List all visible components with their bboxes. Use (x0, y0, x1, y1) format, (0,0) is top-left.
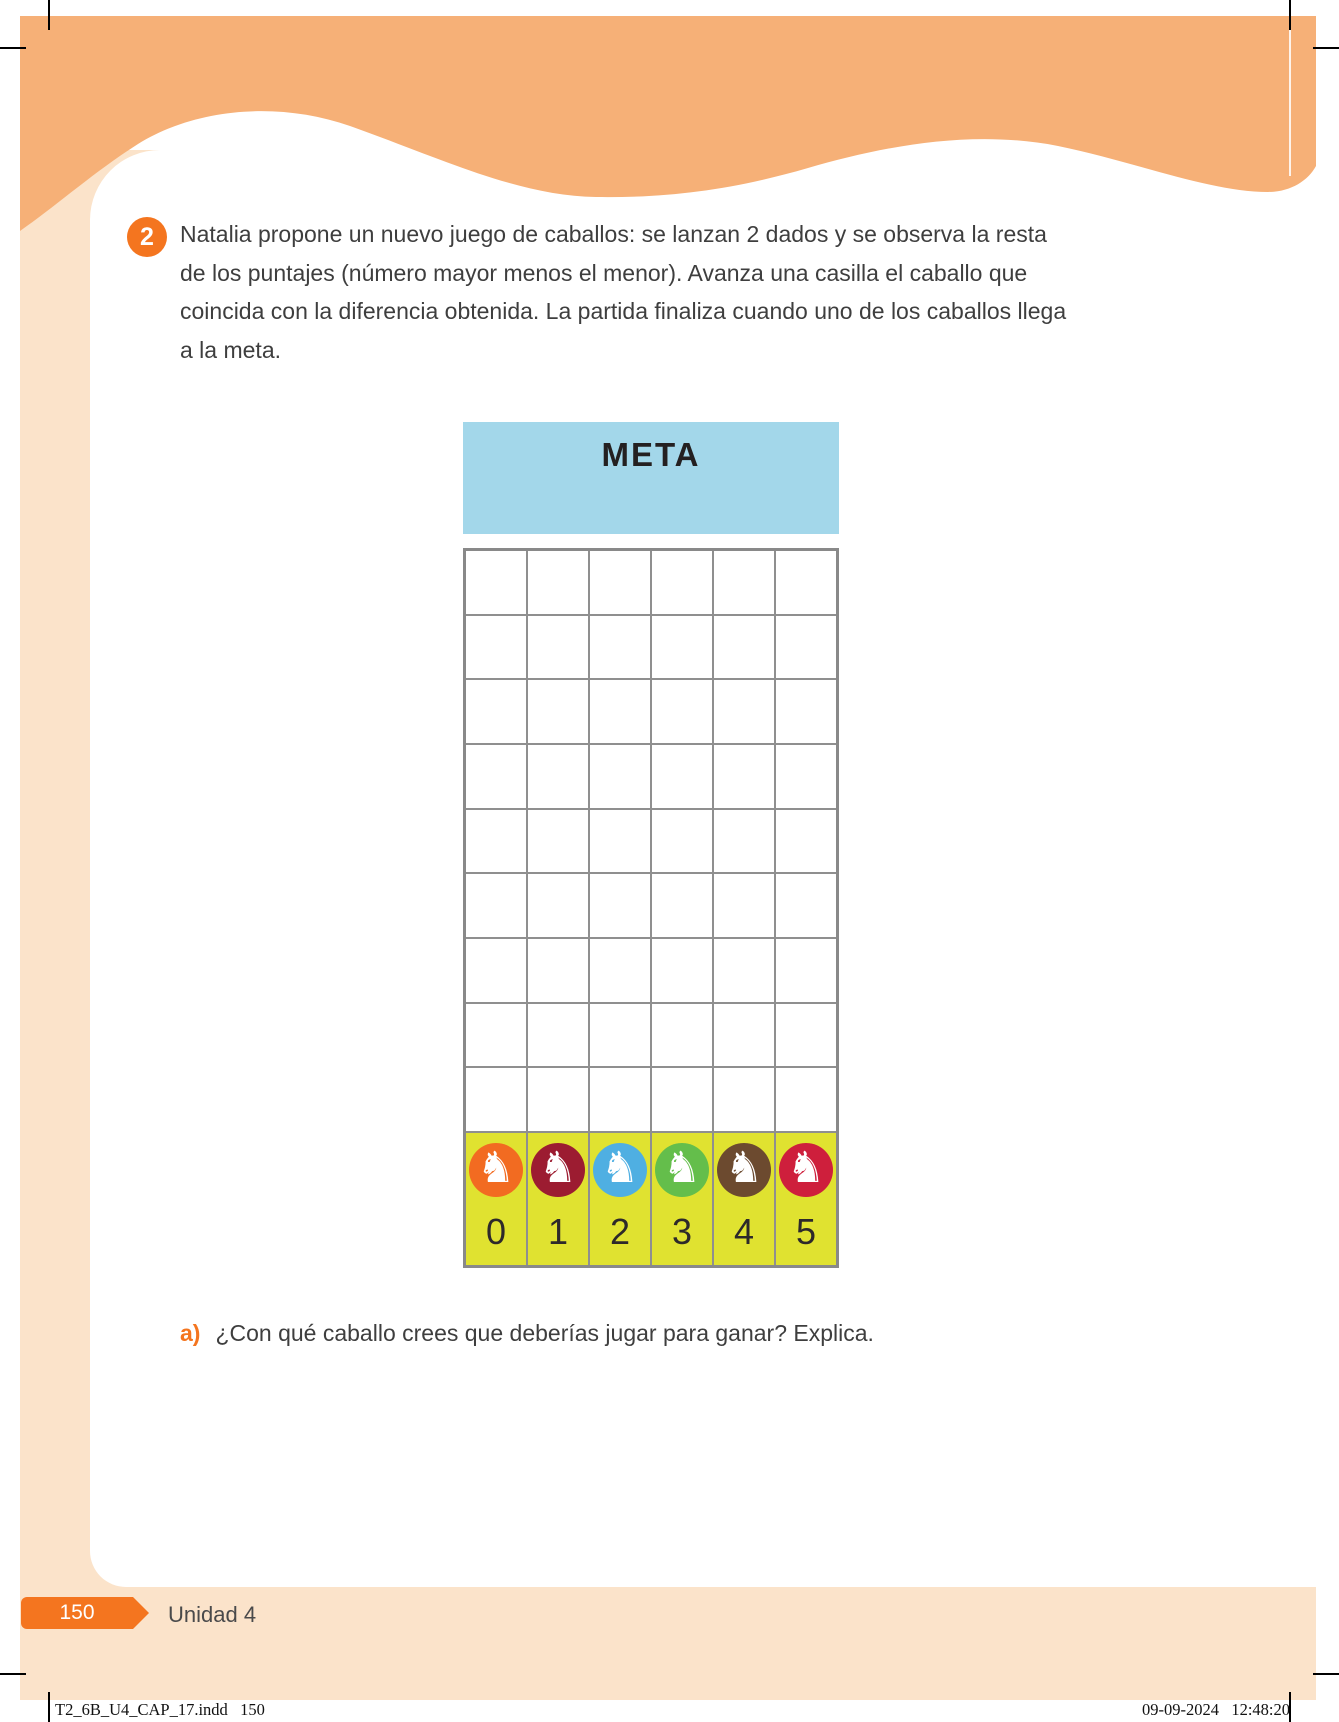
board-cell (714, 810, 774, 873)
board-cell (776, 874, 836, 937)
horse-token (717, 1143, 771, 1197)
board-cell (528, 810, 588, 873)
crop-mark (1289, 0, 1291, 30)
board-cell (714, 680, 774, 743)
statement-line: coincida con la diferencia obtenida. La partida finaliza cuando uno de los caballos llega (180, 298, 1067, 324)
crop-mark (0, 1673, 26, 1675)
board-cell (776, 1068, 836, 1131)
unit-label: Unidad 4 (168, 1602, 257, 1627)
lane-start-cell (652, 1133, 712, 1265)
page-fold-line (1289, 16, 1291, 176)
statement-line: de los puntajes (número mayor menos el menor). Avanza una casilla el caballo que (180, 259, 1028, 286)
board-cell (652, 1068, 712, 1131)
lane-start-cell (714, 1133, 774, 1265)
horse-token (779, 1143, 833, 1197)
board-cell (528, 1068, 588, 1131)
board-cell (466, 1068, 526, 1131)
board-cell (528, 1004, 588, 1067)
board-cell (652, 874, 712, 937)
question-a (180, 1320, 874, 1347)
print-timestamp: 09-09-2024 12:48:20 (1141, 1700, 1290, 1719)
chess-knight-icon: ♞ (724, 1142, 764, 1193)
print-file-name: T2_6B_U4_CAP_17.indd 150 (55, 1700, 265, 1719)
board-cell (652, 680, 712, 743)
board-cell (714, 939, 774, 1002)
board-cell (652, 551, 712, 614)
crop-mark (48, 0, 50, 30)
lane-number: 1 (547, 1211, 569, 1252)
board-cell (776, 810, 836, 873)
race-board-grid (463, 548, 839, 1268)
board-cell (590, 1004, 650, 1067)
board-cell (714, 745, 774, 808)
chess-knight-icon: ♞ (600, 1142, 640, 1193)
question-a-text: ¿Con qué caballo crees que deberías jugar para ganar? Explica. (215, 1320, 874, 1346)
board-cell (466, 745, 526, 808)
statement-line: a la meta. (180, 336, 281, 363)
chess-knight-icon: ♞ (662, 1142, 702, 1193)
exercise-statement (180, 215, 1080, 369)
horse-token (469, 1143, 523, 1197)
chess-knight-icon: ♞ (476, 1142, 516, 1193)
chess-knight-icon: ♞ (538, 1142, 578, 1193)
horse-token (593, 1143, 647, 1197)
crop-mark (0, 47, 26, 49)
board-cell (590, 745, 650, 808)
crop-mark (1313, 1673, 1339, 1675)
board-cell (466, 874, 526, 937)
board-cell (776, 939, 836, 1002)
board-cell (714, 874, 774, 937)
board-cell (528, 551, 588, 614)
chess-knight-icon: ♞ (786, 1142, 826, 1193)
board-cell (590, 939, 650, 1002)
lane-number: 5 (795, 1211, 817, 1252)
board-cell (528, 745, 588, 808)
finish-line-banner (463, 422, 839, 534)
board-cell (528, 874, 588, 937)
lane-number: 0 (485, 1211, 507, 1252)
board-cell (528, 939, 588, 1002)
board-cell (590, 551, 650, 614)
lane-number: 3 (671, 1211, 693, 1252)
tag-arrow-icon (133, 1597, 149, 1629)
board-cell (466, 680, 526, 743)
board-cell (652, 745, 712, 808)
page-number-tag (21, 1597, 149, 1629)
exercise-number: 2 (140, 222, 154, 251)
board-cell (776, 1004, 836, 1067)
board-cell (714, 1004, 774, 1067)
horse-token (531, 1143, 585, 1197)
page-number: 150 (21, 1597, 133, 1629)
lane-start-cell (776, 1133, 836, 1265)
horse-token (655, 1143, 709, 1197)
board-cell (714, 551, 774, 614)
board-cell (652, 1004, 712, 1067)
board-cell (528, 680, 588, 743)
lane-start-cell (590, 1133, 650, 1265)
crop-mark (48, 1692, 50, 1722)
board-cell (652, 810, 712, 873)
lane-number: 4 (733, 1211, 755, 1252)
statement-line: Natalia propone un nuevo juego de caballos: se lanzan 2 dados y se observa la resta (180, 221, 1047, 247)
board-cell (776, 616, 836, 679)
board-cell (466, 1004, 526, 1067)
board-cell (776, 745, 836, 808)
board-cell (652, 939, 712, 1002)
board-cell (652, 616, 712, 679)
board-cell (714, 616, 774, 679)
board-cell (590, 1068, 650, 1131)
board-cell (466, 551, 526, 614)
board-cell (528, 616, 588, 679)
board-cell (466, 810, 526, 873)
board-cell (590, 616, 650, 679)
board-cell (466, 616, 526, 679)
lane-start-cell (528, 1133, 588, 1265)
crop-mark (1313, 47, 1339, 49)
board-cell (590, 810, 650, 873)
board-cell (590, 874, 650, 937)
board-cell (590, 680, 650, 743)
board-cell (714, 1068, 774, 1131)
board-cell (776, 680, 836, 743)
lane-number: 2 (609, 1211, 631, 1252)
lane-start-cell (466, 1133, 526, 1265)
board-cell (776, 551, 836, 614)
finish-line-label: META (601, 436, 701, 473)
board-cell (466, 939, 526, 1002)
question-a-label: a) (180, 1320, 201, 1346)
exercise-number-badge (127, 217, 167, 257)
orange-wave-banner (20, 16, 1316, 231)
